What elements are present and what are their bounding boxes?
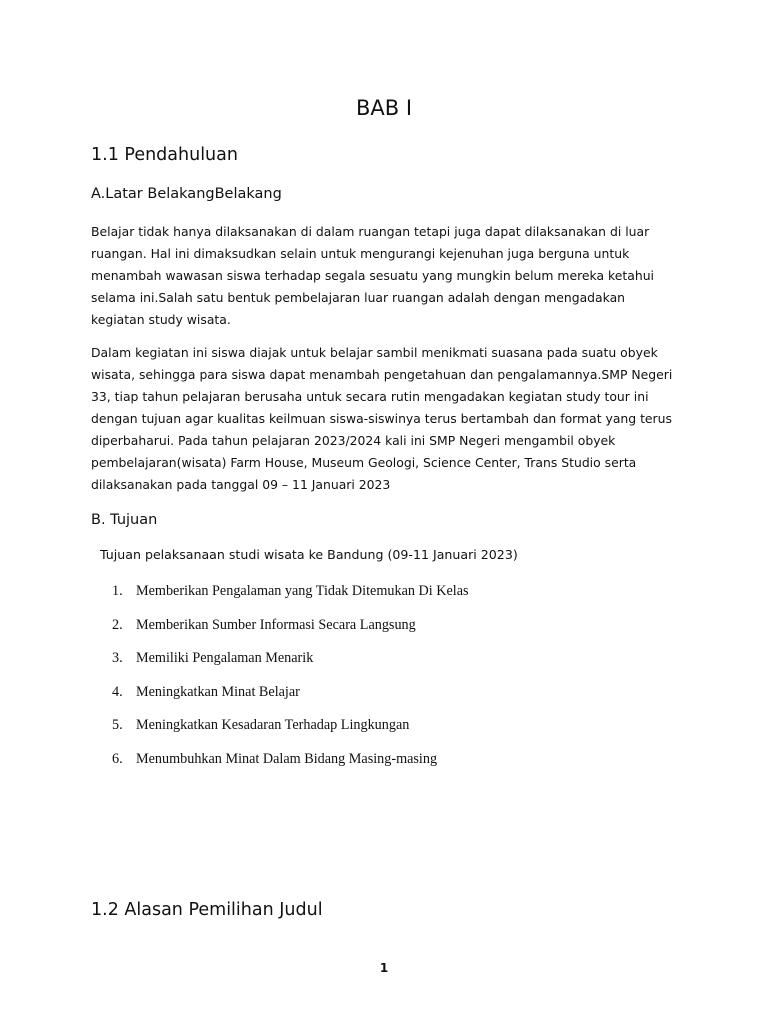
chapter-title: BAB I [355,96,413,120]
subsection-heading-tujuan: B. Tujuan [91,512,158,528]
section-heading-alasan: 1.2 Alasan Pemilihan Judul [91,900,323,920]
tujuan-list [112,580,469,781]
list-item: 6. Menumbuhkan Minat Dalam Bidang Masing-masing [112,750,438,767]
list-item: 1. Memberikan Pengalaman yang Tidak Ditemukan Di Kelas [112,583,469,599]
subsection-heading-latar-belakang: A.Latar BelakangBelakang [91,186,282,202]
section-heading-pendahuluan: 1.1 Pendahuluan [91,145,238,165]
list-item: 2. Memberikan Sumber Informasi Secara Langsung [112,616,416,633]
tujuan-intro: Tujuan pelaksanaan studi wisata ke Bandung (09-11 Januari 2023) [100,547,518,562]
list-item: 5. Meningkatkan Kesadaran Terhadap Lingkungan [112,717,410,733]
list-item: 4. Meningkatkan Minat Belajar [112,683,300,700]
list-item: 3. Memiliki Pengalaman Menarik [112,650,314,666]
paragraph-2: Dalam kegiatan ini siswa diajak untuk belajar sambil menikmati suasana pada suatu obyek wisata, sehingga para siswa dapat menambah pengetahuan dan pengalamannya.SMP Negeri 33, tiap tahun pelajaran berusaha untuk secara rutin mengadakan kegiatan study tour ini dengan tujuan agar kualitas keilmuan siswa-siswinya terus bertambah dan format yang terus diperbaharui. Pada tahun pelajaran 2023/2024 kali ini SMP Negeri mengambil obyek pembelajaran(wisata) Farm House, Museum Geologi, Science Center, Trans Studio serta dilaksanakan pada tanggal 09 – 11 Januari 2023 [91,345,673,492]
paragraph-1: Belajar tidak hanya dilaksanakan di dalam ruangan tetapi juga dapat dilaksanakan di luar ruangan. Hal ini dimaksudkan selain untuk mengurangi kejenuhan juga berguna untuk menambah wawasan siswa terhadap segala sesuatu yang mungkin belum mereka ketahui selama ini.Salah satu bentuk pembelajaran luar ruangan adalah dengan mengadakan kegiatan study wisata. [91,224,654,327]
page-number: 1 [379,961,389,975]
